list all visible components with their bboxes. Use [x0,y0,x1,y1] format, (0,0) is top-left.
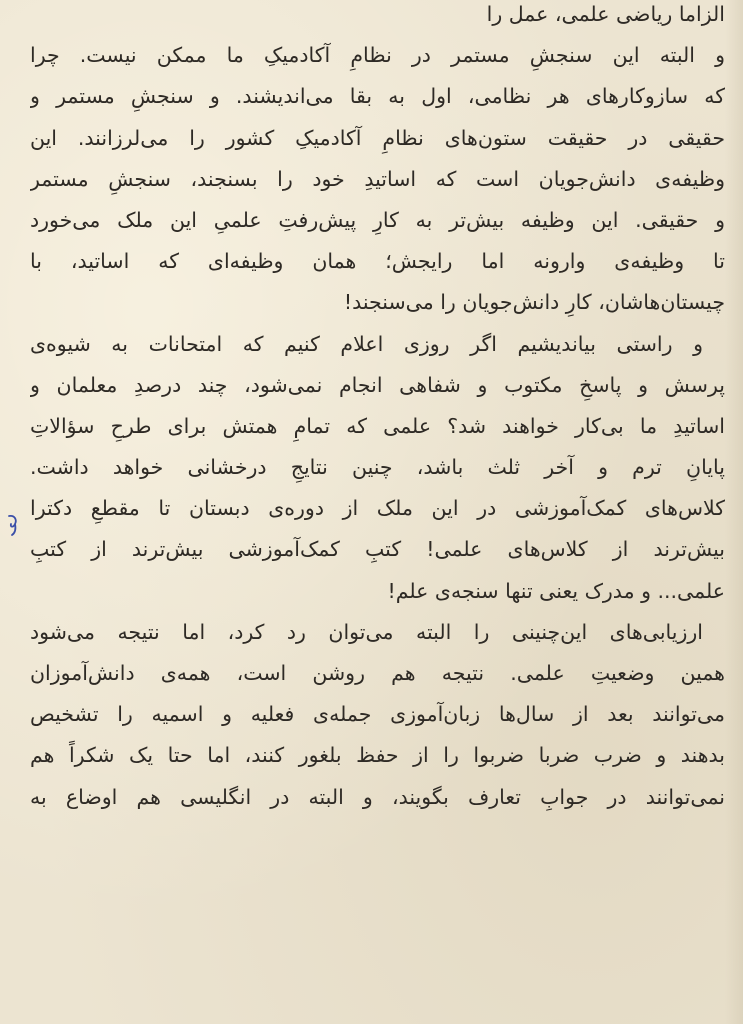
text-line: کلاس‌های کمک‌آموزشی در این ملک از دوره‌ی دبستان تا مقطعِ دکترا [30,496,725,521]
text-line: پرسش و پاسخِ مکتوب و شفاهی انجام نمی‌شود، چند درصدِ معلمان و [30,372,725,397]
text-line: بیش‌ترند از کلاس‌های علمی! کتبِ کمک‌آموزشی بیش‌ترند از کتبِ [30,537,725,562]
body-text [30,0,725,818]
text-line: که سازوکارهای هر نظامی، اول به بقا می‌اندیشند. و سنجشِ مستمر و [30,84,725,109]
text-line: و راستی بیاندیشیم اگر روزی اعلام کنیم که امتحانات به شیوه‌ی [30,331,703,356]
text-line: اساتیدِ ما بی‌کار خواهند شد؟ علمی که تمامِ همتش برای طرحِ سؤالاتِ [30,413,725,438]
text-line: چیستان‌هاشان، کارِ دانش‌جویان را می‌سنجند! [343,290,725,315]
text-line: حقیقی در حقیقت ستون‌های نظامِ آکادمیکِ کشور را می‌لرزانند. این [30,125,725,150]
text-line: پایانِ ترم و آخر ثلث باشد، چنین نتایجِ درخشانی خواهد داشت. [30,455,725,480]
page-edge-shadow [725,0,743,1024]
text-line: ارزیابی‌های این‌چنینی را البته می‌توان رد کرد، اما نتیجه می‌شود [30,619,703,644]
text-line: می‌توانند بعد از سال‌ها زبان‌آموزی جمله‌ی فعلیه و اسمیه را تشخیص [30,702,725,727]
text-line: وظیفه‌ی دانش‌جویان است که اساتیدِ خود را بسنجند، سنجشِ مستمر [30,166,725,191]
text-line: بدهند و ضرب ضربا ضربوا را از حفظ بلغور کنند، اما حتا یک شکراً هم [30,743,725,768]
text-line: و حقیقی. این وظیفه بیش‌تر به کارِ پیش‌رفتِ علمیِ این ملک می‌خورد [30,207,725,232]
text-line: الزاما ریاضی علمی، عمل را [486,2,725,26]
text-line: تا وظیفه‌ی وارونه اما رایجش؛ همان وظیفه‌ای که اساتید، با [30,249,725,274]
text-line: نمی‌توانند در جوابِ تعارف بگویند، و البته در انگلیسی هم اوضاع به [30,784,725,809]
text-line: و البته این سنجشِ مستمر در نظامِ آکادمیکِ ما ممکن نیست. چرا [30,43,725,68]
text-line: علمی... و مدرک یعنی تنها سنجه‌ی علم! [387,578,725,603]
margin-pen-mark [6,512,20,538]
text-line: همین وضعیتِ علمی. نتیجه هم روشن است، همه‌ی دانش‌آموزان [30,661,725,685]
